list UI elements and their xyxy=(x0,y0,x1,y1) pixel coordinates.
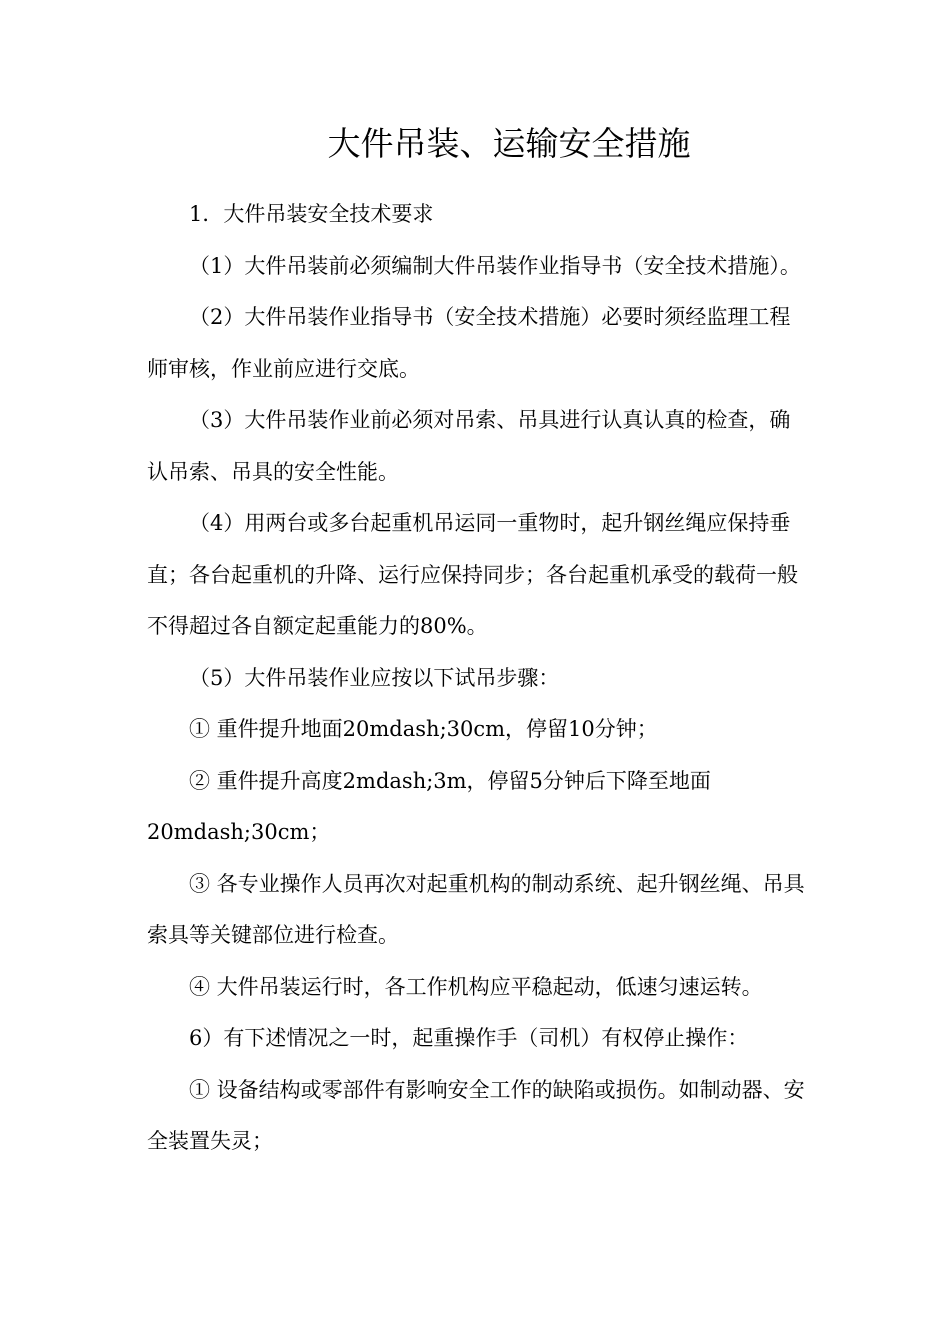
document-body xyxy=(147,189,809,1168)
document-title: 大件吊装、运输安全措施 xyxy=(327,124,691,163)
paragraph-section-1-heading: 1．大件吊装安全技术要求 xyxy=(189,202,434,226)
paragraph-step-2-continued: 20mdash;30cm； xyxy=(147,820,331,844)
paragraph-step-4: ④ 大件吊装运行时，各工作机构应平稳起动，低速匀速运转。 xyxy=(189,974,763,999)
paragraph-item-3: （3）大件吊装作业前必须对吊索、吊具进行认真认真的检查，确认吊索、吊具的安全性能。 xyxy=(147,408,791,484)
paragraph-item-2: （2）大件吊装作业指导书（安全技术措施）必要时须经监理工程师审核，作业前应进行交底。 xyxy=(147,305,791,381)
paragraph-item-4: （4）用两台或多台起重机吊运同一重物时，起升钢丝绳应保持垂直；各台起重机的升降、运行应保持同步；各台起重机承受的载荷一般不得超过各自额定起重能力的80%。 xyxy=(147,511,798,638)
paragraph-stop-condition-1: ① 设备结构或零部件有影响安全工作的缺陷或损伤。如制动器、安全装置失灵； xyxy=(147,1077,805,1153)
paragraph-step-2: ② 重件提升高度2mdash;3m，停留5分钟后下降至地面 xyxy=(189,768,711,793)
paragraph-item-1: （1）大件吊装前必须编制大件吊装作业指导书（安全技术措施）。 xyxy=(189,253,801,278)
paragraph-item-6: 6）有下述情况之一时，起重操作手（司机）有权停止操作： xyxy=(189,1026,749,1050)
paragraph-step-3: ③ 各专业操作人员再次对起重机构的制动系统、起升钢丝绳、吊具索具等关键部位进行检查。 xyxy=(147,871,805,947)
paragraph-item-5: （5）大件吊装作业应按以下试吊步骤： xyxy=(189,665,560,690)
paragraph-step-1: ① 重件提升地面20mdash;30cm，停留10分钟； xyxy=(189,717,658,741)
